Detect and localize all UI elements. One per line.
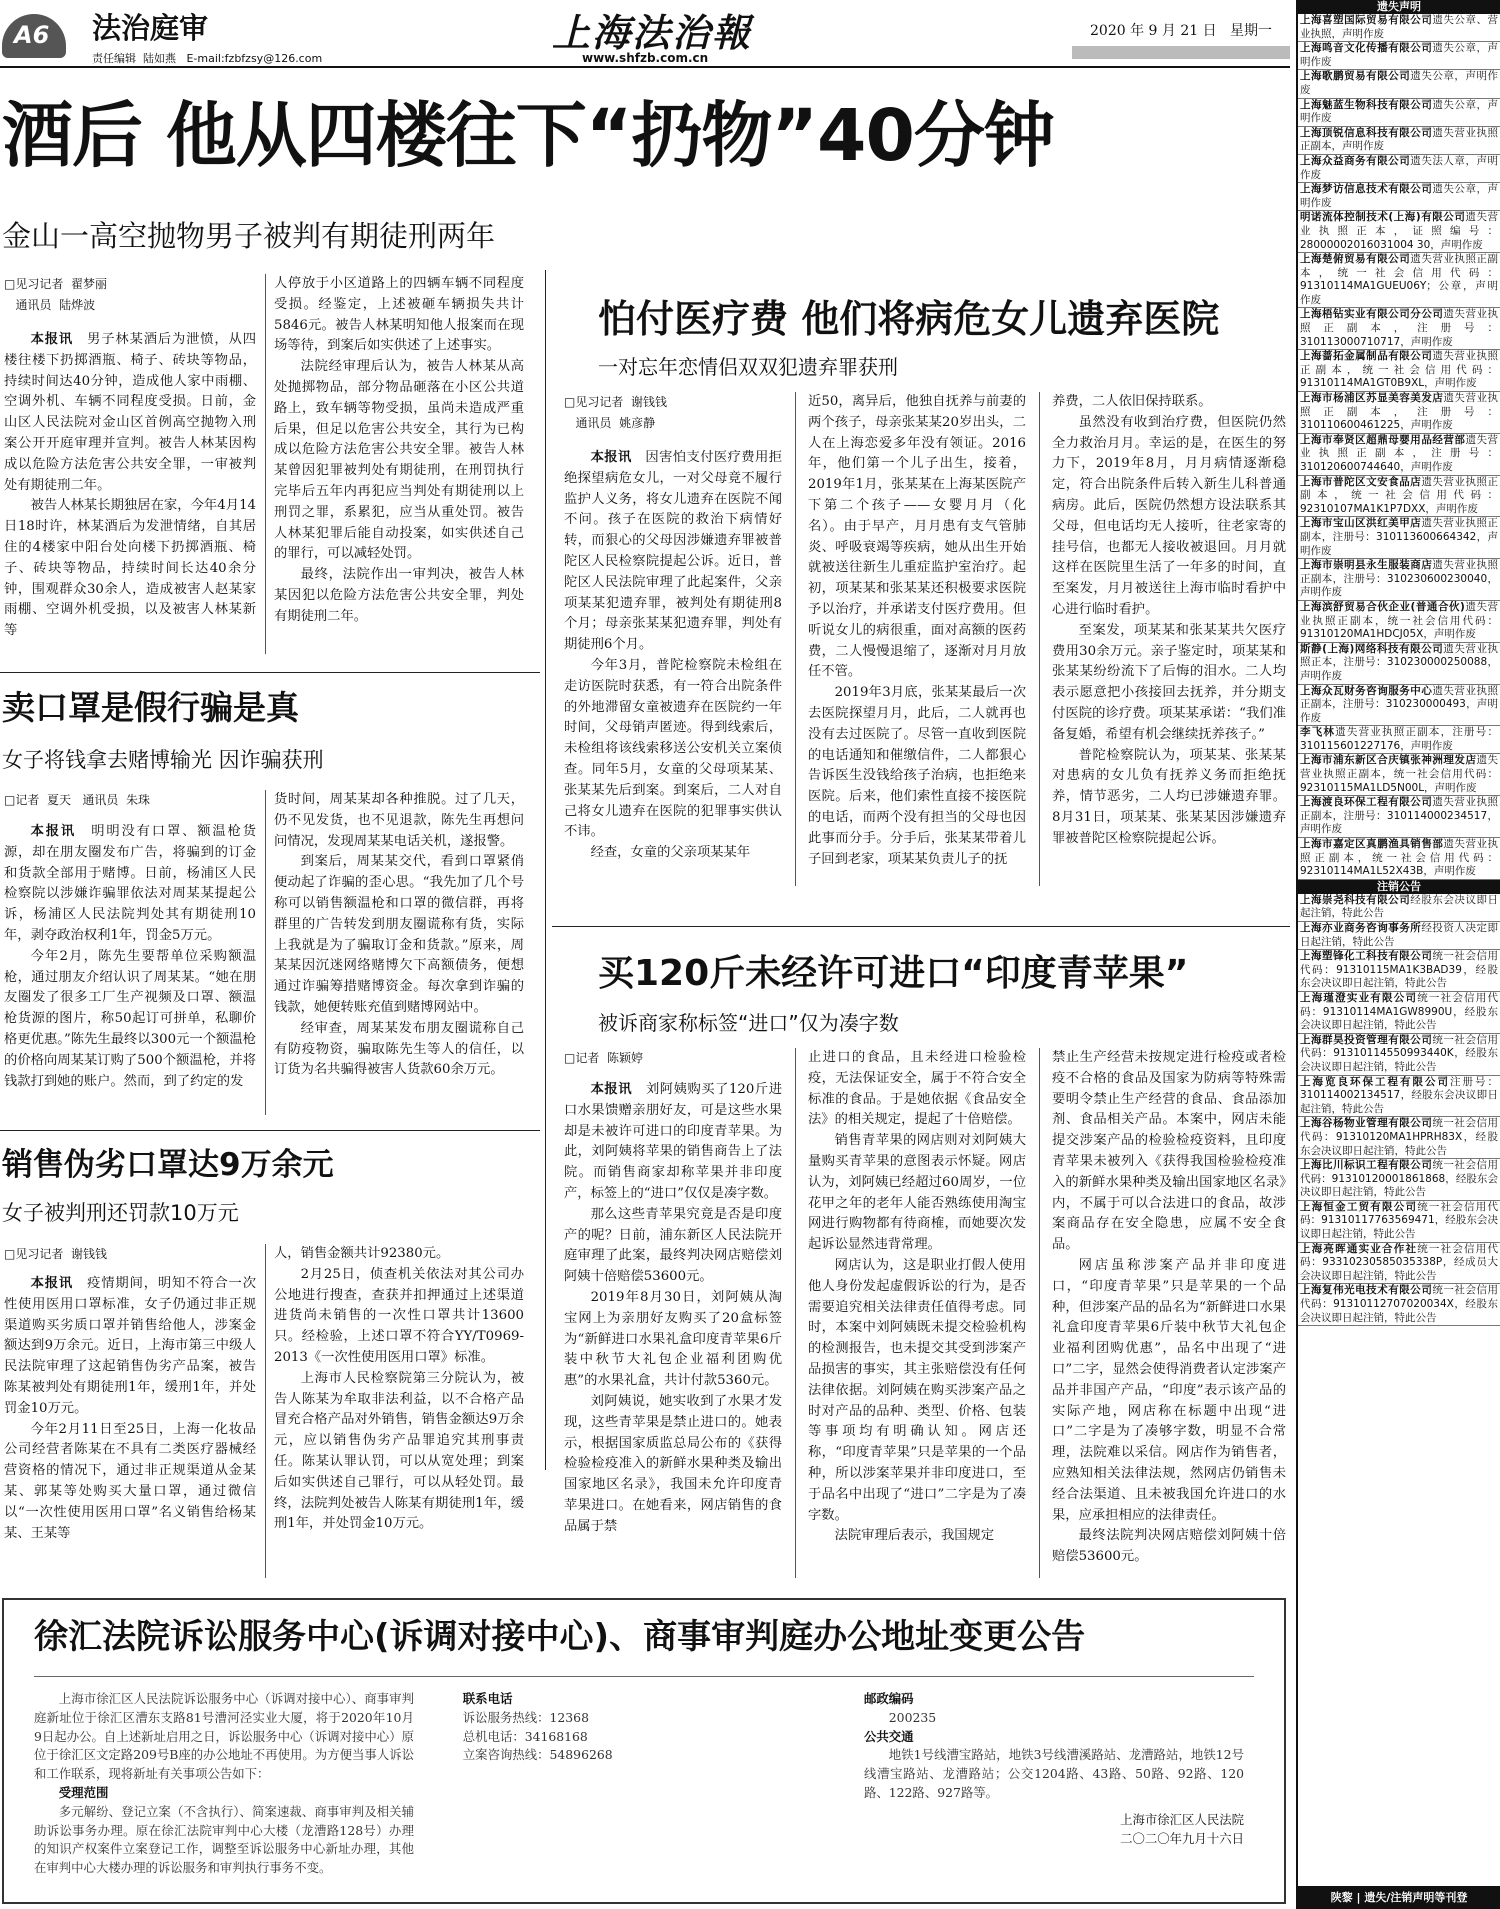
- notice-col-3: [864, 1690, 1244, 1890]
- classified-text: 统一社会信用代码：91310120001861868，经股东会决议即日起注销，特此公告: [1300, 1159, 1499, 1199]
- lead-col-1: [4, 330, 256, 655]
- apples-col-3: [1052, 1048, 1286, 1578]
- paragraph: 上海市人民检察院第三分院认为，被告人陈某为牟取非法利益，以不合格产品冒充合格产品对外销售，销售金额达9万余元，应以销售伪劣产品罪追究其刑事责任。陈某认罪认罚，可以从宽处理；到案后如实供述自己罪行，可以从轻处罚。最终，法院判处被告人陈某有期徒刑1年，缓刑1年，并处罚金10万元。: [274, 1370, 524, 1532]
- paragraph: 到案后，周某某交代，看到口罩紧俏便动起了诈骗的歪心思。“我先加了几个号称可以销售额温枪和口罩的微信群，再将群里的广告转发到朋友圈谎称有货，实际上我就是为了骗取订金和货款。”原来，周某某因沉迷网络赌博欠下高额债务，便想通过诈骗筹措赌博资金。每次拿到诈骗的钱款，她便转账充值到赌博网站中。: [274, 854, 524, 1015]
- mask-fraud-col-2: [274, 790, 524, 1116]
- paragraph: 经审查，周某某发布朋友圈谎称自己有防疫物资，骗取陈先生等人的信任，以订货为名共骗得被害人货款60余万元。: [274, 1020, 524, 1078]
- paragraph: 人停放于小区道路上的四辆车辆不同程度受损。经鉴定，上述被砸车辆损失共计5846元。被告人林某明知他人报案而在现场等待，到案后如实供述了上述事实。: [274, 276, 524, 354]
- abandon-headline: 怕付医疗费 他们将病危女儿遗弃医院: [598, 297, 1220, 341]
- classified-text: 统一社会信用代码：91310112707020034X，经股东会决议即日起注销，特此公告: [1300, 1284, 1499, 1324]
- masthead: [0, 0, 1290, 68]
- paragraph: 2019年8月30日，刘阿姨从淘宝网上为亲朋好友购买了20盒标签为“新鲜进口水果礼盒印度青苹果6斤装中秋节大礼包企业福利团购优惠”的水果礼盒，共计付款5360元。: [564, 1289, 782, 1389]
- company-name: 上海歌鹏贸易有限公司: [1300, 70, 1411, 83]
- company-name: 上海览良环保工程有限公司: [1300, 1075, 1450, 1088]
- lead-col-divider: [265, 274, 266, 654]
- notice-body: 上海市徐汇区人民法院诉讼服务中心（诉调对接中心）、商事审判庭新址位于徐汇区漕东支路81号漕河泾实业大厦，将于2020年10月9日起办公。自上述新址启用之日，诉讼服务中心（诉调对接中心）原位于徐汇区文定路209号B座的办公地址不再使用。为方便当事人诉讼和工作联系，现将新址有关事项公告如下：: [34, 1691, 414, 1782]
- company-name: 上海滨舒贸易合伙企业(普通合伙): [1300, 600, 1465, 613]
- classified-item: [1298, 434, 1500, 476]
- company-name: 上海喜塑国际贸易有限公司: [1300, 14, 1433, 26]
- apples-col-divider-2: [1039, 1048, 1040, 1578]
- apples-headline: 买120斤未经许可进口“印度青苹果”: [598, 953, 1189, 994]
- scope-label: 受理范围: [58, 1784, 109, 1800]
- paragraph: 本报讯 刘阿姨购买了120斤进口水果馈赠亲朋好友，可是这些水果却是未被许可进口的印度青苹果。为此，刘阿姨将苹果的销售商告上了法院。而销售商家却称苹果并非印度产，标签上的“进口”仅仅是凑字数。: [564, 1082, 782, 1201]
- abandon-col-3: [1052, 392, 1286, 888]
- classified-text: 遗失营业执照正副本，统一社会信用代码：91310120MA1HDCJ05X，声明作废: [1300, 600, 1498, 641]
- apples-col-1: [564, 1080, 782, 1578]
- website[interactable]: www.shfzb.com.cn: [582, 51, 709, 65]
- company-name: 上海顶锐信息科技有限公司: [1300, 126, 1433, 139]
- company-name: 斯静(上海)网络科技有限公司: [1300, 642, 1444, 655]
- paragraph: 被告人林某长期独居在家，今年4月14日18时许，林某酒后为发泄情绪，自其居住的4楼家中阳台处向楼下扔掷酒瓶、椅子、砖块等物品，持续时间长达40余分钟，围观群众30余人，造成被害人赵某家雨棚、空调外机受损，以及被害人林某新等: [4, 498, 256, 639]
- company-name: 上海梧钻实业有限公司分公司: [1300, 308, 1444, 321]
- classified-item: [1298, 1076, 1500, 1118]
- classified-item: [1298, 517, 1500, 559]
- abandon-col-divider-2: [1039, 392, 1040, 886]
- masthead-gray-bar: [1072, 46, 1290, 59]
- company-name: 上海恒金工贸有限公司: [1300, 1200, 1418, 1213]
- apples-col-2: [808, 1048, 1026, 1578]
- court-notice: [2, 1598, 1286, 1904]
- classified-item: [1298, 726, 1500, 754]
- classified-item: [1298, 796, 1500, 838]
- classified-item: [1298, 643, 1500, 685]
- classified-item: [1298, 1159, 1500, 1201]
- classified-item: [1298, 476, 1500, 518]
- mask-fraud-byline: □记者 夏天 通讯员 朱珠: [4, 793, 151, 807]
- classified-text: 遗失营业执照正副本，注册号：310230000493，声明作废: [1300, 684, 1499, 724]
- classified-text: 遗失营业执照正副本，注册号：310110600461225，声明作废: [1300, 392, 1499, 432]
- company-name: 明诺流体控制技术(上海)有限公司: [1300, 211, 1466, 224]
- company-name: 上海楚俯贸易有限公司: [1300, 253, 1411, 266]
- paragraph: 刘阿姨说，她实收到了水果才发现，这些青苹果是禁止进口的。她表示，根据国家质监总局公布的《获得检验检疫准入的新鲜水果种类及输出国家地区名录》，我国未允许印度青苹果进口。在她看来，网店销售的食品属于禁: [564, 1393, 782, 1534]
- classified-item: [1298, 1117, 1500, 1159]
- paragraph: 销售青苹果的网店则对刘阿姨大量购买青苹果的意图表示怀疑。网店认为，刘阿姨已经超过60周岁，一位花甲之年的老年人能否熟练使用淘宝网进行购物都有待商榷，而她要次发起诉讼显然违背常理。: [808, 1133, 1026, 1253]
- paragraph: 货时间，周某某却各种推脱。过了几天，仍不见发货，也不见退款，陈先生再想问问情况，发现周某某电话关机，遂报警。: [274, 792, 524, 849]
- deregistration-list: [1298, 894, 1500, 1326]
- phone-label: 联系电话: [462, 1691, 513, 1706]
- classified-text: 统一社会信用代码：91310114MA1GW8990U，经股东会决议即日起注销，特此公告: [1300, 991, 1498, 1032]
- mask-fraud-headline: 卖口罩是假行骗是真: [2, 688, 299, 727]
- classified-item: [1298, 183, 1500, 211]
- paragraph: 法院审理后表示，我国规定: [834, 1528, 995, 1544]
- abandon-byline: □见习记者 谢钱钱 通讯员 姚彦静: [564, 395, 667, 430]
- classified-text: 统一社会信用代码：91310114550993440K，经股东会决议即日起注销，特此公告: [1300, 1033, 1499, 1073]
- lost-notice-title: 遗失声明: [1298, 0, 1500, 14]
- notice-title: 徐汇法院诉讼服务中心(诉调对接中心)、商事审判庭办公地址变更公告: [34, 1617, 1086, 1657]
- phone-3: 立案咨询热线：54896268: [462, 1747, 613, 1763]
- paragraph: 止进口的食品，且未经进口检验检疫，无法保证安全，属于不符合安全标准的食品。于是她依据《食品安全法》的相关规定，提起了十倍赔偿。: [808, 1050, 1026, 1128]
- deregistration-title: 注销公告: [1298, 880, 1500, 894]
- postcode-label: 邮政编码: [864, 1691, 914, 1706]
- rule-apples: [552, 926, 1290, 927]
- classified-text: 遗失营业执照正副本，注册号：310113600664342，声明作废: [1300, 517, 1499, 557]
- rule-inferior-masks: [0, 1130, 540, 1131]
- scope-text-start: 多元解纷、登记立案（不含执行）、简案速裁、商事审判及相关辅助诉讼事务办理。原在徐汇法院审判中心大楼（龙漕路128号）办理的知识产权案件立案登记工作，调整至诉讼服务中心新址办理，其他在审判中心大楼办理的诉讼服务和审判执行事务不变。: [34, 1803, 414, 1876]
- classified-item: [1298, 1284, 1500, 1326]
- company-name: 上海市嘉定区真鹏渔具销售部: [1300, 838, 1444, 851]
- paragraph: 本报讯 因害怕支付医疗费用拒绝探望病危女儿，一对父母竟不履行监护人义务，将女儿遗弃在医院不闻不问。孩子在医院的救治下病情好转，而狠心的父母因涉嫌遗弃罪被普陀区人民检察院提起公诉。近日，普陀区人民法院审理了此起案件，父亲项某某犯遗弃罪，被判处有期徒刑8个月；母亲张某某犯遗弃罪，判处有期徒刑6个月。: [564, 450, 782, 653]
- paragraph: 近50，离异后，他独自抚养与前妻的两个孩子，母亲张某某20岁出头，二人在上海恋爱多年没有领证。2016年，他们第一个儿子出生，接着，2019年1月，张某某在上海某医院产下第二个孩子——女婴月月（化名）。由于早产，月月患有支气管肺炎、呼吸衰竭等疾病，她从出生开始就被送往新生儿重症监护室治疗。起初，项某某和张某某还积极要求医院予以治疗，并承诺支付医疗费用。但听说女儿的病很重，面对高额的医药费，二人慢慢退缩了，逐渐对月月放任不管。: [808, 394, 1026, 680]
- classified-item: [1298, 211, 1500, 253]
- notice-date: 二〇二〇年九月十六日: [1120, 1830, 1244, 1846]
- classified-text: 统一社会信用代码：91310115MA1K3BAD39，经股东会决议即日起注销，特此公告: [1300, 950, 1499, 990]
- inferior-masks-col-2: [274, 1244, 524, 1578]
- paragraph: 禁止生产经营未按规定进行检疫或者检疫不合格的食品及国家为防病等特殊需要明令禁止生产经营的食品、食品添加剂、食品相关产品。本案中，网店未能提交涉案产品的检验检疫资料，且印度青苹果未被列入《获得我国检验检疫准入的新鲜水果种类及输出国家地区名录》内，不属于可以合法进口的食品，故涉案商品存在安全隐患，应属不安全食品。: [1052, 1050, 1286, 1253]
- classified-item: [1298, 559, 1500, 601]
- company-name: 上海崇尧科技有限公司: [1300, 893, 1411, 906]
- paragraph: 养费，二人依旧保持联系。: [1052, 394, 1212, 409]
- classified-text: 遗失营业执照正本，注册号：310230000250088，声明作废: [1300, 642, 1498, 682]
- company-name: 上海复伟光电技术有限公司: [1300, 1284, 1433, 1297]
- rule-mask-fraud: [0, 672, 540, 673]
- issue-date: 2020 年 9 月 21 日 星期一: [1090, 23, 1272, 39]
- company-name: 上海比川标识工程有限公司: [1300, 1159, 1433, 1172]
- notice-col-1: [34, 1690, 414, 1890]
- classified-text: 遗失营业执照正副本，注册号：310113000710717，声明作废: [1300, 308, 1499, 348]
- classified-item: [1298, 155, 1500, 183]
- apples-subheadline: 被诉商家称标签“进口”仅为凑字数: [598, 1011, 899, 1035]
- page-number: A6: [14, 21, 50, 49]
- lead-divider-vertical: [545, 270, 546, 1470]
- inferior-masks-byline: □见习记者 谢钱钱: [4, 1247, 107, 1261]
- company-name: 上海蔷拓金属制品有限公司: [1300, 350, 1433, 363]
- lead-tag: 本报讯: [30, 332, 74, 347]
- company-name: 上海市宝山区洪红美甲店: [1300, 517, 1422, 530]
- classified-item: [1298, 685, 1500, 727]
- classified-item: [1298, 253, 1500, 308]
- notice-rule: [34, 1676, 1254, 1677]
- paragraph: 本报讯 男子林某酒后为泄愤，从四楼往楼下扔掷酒瓶、椅子、砖块等物品，持续时间达40分钟，造成他人家中雨棚、空调外机、车辆不同程度受损。日前，金山区人民法院对金山区首例高空抛物入刑案公开开庭审理并宣判。被告人林某因构成以危险方法危害公共安全罪，一审被判处有期徒刑二年。: [4, 332, 256, 493]
- paragraph: 最终，法院作出一审判决，被告人林某因犯以危险方法危害公共安全罪，判处有期徒刑二年。: [274, 567, 524, 624]
- paragraph: 2月25日，侦查机关依法对其公司办公地进行搜查，查获并扣押通过上述渠道进货尚未销售的一次性口罩共计13600只。经检验，上述口罩不符合YY/T0969-2013《一次性使用医用口罩》标准。: [274, 1266, 524, 1365]
- paragraph: 人，销售金额共计92380元。: [274, 1246, 450, 1261]
- editor-line: 责任编辑 陆如燕 E-mail:fzbfzsy@126.com: [92, 52, 323, 65]
- classified-text: 遗失营业执照正副本，统一社会信用代码：92310107MA1K1P7DXX，声明作废: [1300, 475, 1499, 515]
- lead-tag: 本报讯: [590, 1082, 633, 1097]
- paragraph: 本报讯 疫情期间，明知不符合一次性使用医用口罩标准，女子仍通过非正规渠道购买劣质口罩并销售给他人，涉案金额达到9万余元。近日，上海市第三中级人民法院审理了这起销售伪劣产品案，被告陈某被判处有期徒刑1年，缓刑1年，并处罚金10万元。: [4, 1276, 256, 1416]
- paragraph: 今年3月，普陀检察院未检组在走访医院时获悉，有一符合出院条件的外地滞留女童被遗弃在医院约一年时间，父母销声匿迹。得到线索后，未检组将该线索移送公安机关立案侦查。同年5月，女童的父母项某某、张某某先后到案。到案后，二人对自己将女儿遗弃在医院的犯罪事实供认不讳。: [564, 657, 782, 840]
- classified-text: 遗失法人章，声明作废: [1300, 154, 1499, 181]
- classified-item: [1298, 601, 1500, 643]
- mask-fraud-col-divider: [265, 790, 266, 1115]
- classified-text: 遗失营业执照正副本，统一社会信用代码：92310114MA1L52X43B，声明作废: [1300, 838, 1499, 878]
- paragraph: 2019年3月底，张某某最后一次去医院探望月月，此后，二人就再也没有去过医院了。尽管一直收到医院的电话通知和催缴信件，二人都狠心告诉医生没钱给孩子治病，也拒绝来医院。后来，他们索性直接不接医院的电话，而两个没有担当的父母也因此事而分手。分手后，张某某带着儿子回到老家，项某某负责儿子的抚: [808, 685, 1026, 867]
- classified-text: 遗失营业执照正副本，注册号：310114000234517，声明作废: [1300, 796, 1499, 836]
- classified-item: [1298, 894, 1500, 922]
- paragraph: 网店虽称涉案产品并非印度进口，“印度青苹果”只是苹果的一个品种，但涉案产品的品名为“新鲜进口水果礼盒印度青苹果6斤装中秋节大礼包企业福利团购优惠”，品名中出现了“进口”二字，显然会使得消费者认定涉案产品并非国产产品，“印度”表示该产品的实际产地，网店称在标题中出现“进口”二字是为了凑够字数，明显不合常理，法院难以采信。网店作为销售者，应熟知相关法律法规，然网店仍销售未经合法渠道、且未被我国允许进口的水果，应承担相应的法律责任。: [1052, 1257, 1286, 1523]
- company-name: 上海渡良环保工程有限公司: [1300, 796, 1433, 809]
- classifieds-footer: 陕黎 | 遗失/注销声明等刊登: [1298, 1886, 1500, 1909]
- classified-text: 统一社会信用代码：93310230585035338P，经成员大会决议即日起注销，特此公告: [1300, 1242, 1498, 1282]
- lead-tag: 本报讯: [30, 824, 77, 839]
- classified-text: 遗失营业执照正副本，注册号：310115601227176，声明作废: [1300, 726, 1498, 752]
- abandon-col-divider-1: [795, 392, 796, 886]
- classified-item: [1298, 992, 1500, 1034]
- lead-headline: 酒后 他从四楼往下“扔物”40分钟: [2, 94, 1054, 177]
- abandon-subheadline: 一对忘年恋情侣双双犯遗弃罪获刑: [598, 355, 898, 379]
- classified-text: 遗失公章，声明作废: [1300, 70, 1499, 96]
- lead-col-2: [274, 274, 524, 655]
- company-name: 上海众瓦财务咨询服务中心: [1300, 684, 1433, 697]
- company-name: 上海谷杨物业管理有限公司: [1300, 1117, 1433, 1130]
- company-name: 上海塑锋化工科技有限公司: [1300, 950, 1433, 963]
- classified-item: [1298, 1201, 1500, 1243]
- paragraph: 法院经审理后认为，被告人林某从高处抛掷物品，部分物品砸落在小区公共道路上，致车辆等物受损，虽尚未造成严重后果，但足以危害公共安全，其行为已构成以危险方法危害公共安全罪。被告人林某曾因犯罪被判处有期徒刑，在刑罚执行完毕后五年内再犯应当判处有期徒刑以上刑罚之罪，系累犯，应当从重处罚。被告人林某犯罪后能自动投案，如实供述自己的罪行，可以减轻处罚。: [274, 359, 524, 562]
- phone-2: 总机电话：34168168: [462, 1728, 588, 1744]
- company-name: 李飞林: [1300, 726, 1336, 739]
- apples-byline: □记者 陈颖婷: [564, 1051, 643, 1065]
- company-name: 上海亮晖通实业合作社: [1300, 1242, 1418, 1255]
- paragraph: 经查，女童的父亲项某某年: [590, 845, 751, 861]
- classified-text: 遗失营业执照正副本，统一社会信用代码：91310114MA1GUEU06Y；公章，声明作废: [1300, 253, 1499, 306]
- paragraph: 今年2月，陈先生要帮单位采购额温枪，通过朋友介绍认识了周某某。“她在朋友圈发了很多工厂生产视频及口罩、额温枪货源的图片，称50起订可拼单，私聊价格更优惠。”陈先生最终以300元一个额温枪的价格向周某某订购了500个额温枪，并将钱款打到她的账户。然而，到了约定的发: [4, 948, 256, 1089]
- inferior-masks-subheadline: 女子被判刑还罚款10万元: [2, 1201, 239, 1225]
- masthead-rule: [0, 66, 1290, 68]
- page-number-badge: [2, 14, 66, 58]
- classified-item: [1298, 308, 1500, 350]
- abandon-col-1: [564, 448, 782, 888]
- company-name: 上海市奉贤区超鼎母婴用品经营部: [1300, 433, 1466, 446]
- company-name: 上海众益商务有限公司: [1300, 154, 1411, 167]
- inferior-masks-col-1: [4, 1274, 256, 1578]
- classified-text: 经投资人决定即日起注销，特此公告: [1300, 922, 1499, 948]
- paragraph: 虽然没有收到治疗费，但医院仍然全力救治月月。幸运的是，在医生的努力下，2019年8月，月月病情逐渐稳定，符合出院条件后转入新生儿科普通病房。此后，医院仍然想方设法联系其父母，但电话均无人接听，往老家寄的挂号信，也都无人接收被退回。月月就这样在医院里生活了一年多的时间，直至案发，月月被送往上海市临时看护中心进行临时看护。: [1052, 414, 1286, 617]
- classified-item: [1298, 99, 1500, 127]
- classified-text: 遗失营业执照正副本，注册号：310120600744640，声明作废: [1300, 433, 1499, 473]
- classified-item: [1298, 42, 1500, 70]
- phone-1: 诉讼服务热线：12368: [462, 1709, 589, 1725]
- abandon-col-2: [808, 392, 1026, 888]
- classified-text: 注册号：310114002134517，经股东会决议即日起注销，特此公告: [1300, 1075, 1498, 1115]
- classified-text: 经股东会决议即日起注销，特此公告: [1300, 893, 1499, 920]
- classified-text: 遗失营业执照正副本，注册号：310230600230040，声明作废: [1300, 559, 1499, 599]
- classified-text: 统一社会信用代码：91310117763569471，经股东会决议即日起注销，特此公告: [1300, 1200, 1498, 1241]
- section-title: 法治庭审: [92, 11, 209, 45]
- mask-fraud-subheadline: 女子将钱拿去赌博输光 因诈骗获刑: [2, 748, 324, 772]
- lost-notice-list: [1298, 14, 1500, 880]
- apples-col-divider-1: [795, 1048, 796, 1578]
- classified-text: 遗失营业执照正本，证照编号：28000002016031004 30，声明作废: [1300, 211, 1498, 251]
- company-name: 上海梦访信息技术有限公司: [1300, 183, 1433, 196]
- postcode: 200235: [888, 1709, 937, 1725]
- classified-text: 遗失营业执照正副本，统一社会信用代码：91310114MA1GT0B9XL，声明作废: [1300, 350, 1499, 390]
- paragraph: 最终法院判决网店赔偿刘阿姨十倍赔偿53600元。: [1052, 1528, 1286, 1565]
- notice-col-2: [438, 1690, 828, 1890]
- classified-text: 遗失营业执照正副本，统一社会信用代码：92310115MA1LD5N00L，声明作废: [1300, 754, 1499, 794]
- paragraph: 本报讯 明明没有口罩、额温枪货源，却在朋友圈发布广告，将骗到的订金和货款全部用于赌博。日前，杨浦区人民检察院以涉嫌诈骗罪依法对周某某提起公诉，杨浦区人民法院判处其有期徒刑10年，剥夺政治权利1年，罚金5万元。: [4, 824, 256, 943]
- company-name: 上海市崇明县永生服装商店: [1300, 559, 1433, 572]
- transit-text: 地铁1号线漕宝路站，地铁3号线漕溪路站、龙漕路站，地铁12号线漕宝路站、龙漕路站；公交1204路、43路、50路、92路、120路、122路、927路等。: [864, 1747, 1244, 1800]
- lead-subheadline: 金山一高空抛物男子被判有期徒刑两年: [2, 219, 496, 253]
- lead-byline: □见习记者 翟梦丽 通讯员 陆烨波: [4, 277, 107, 312]
- inferior-masks-col-divider: [265, 1244, 266, 1578]
- company-name: 上海市浦东新区合庆镇张神洲理发店: [1300, 754, 1477, 767]
- classified-item: [1298, 127, 1500, 155]
- paragraph: 网店认为，这是职业打假人使用他人身份发起虚假诉讼的行为，是否需要追究相关法律责任值得考虑。同时，本案中刘阿姨既未提交检验机构的检测报告，也未提交其受到涉案产品损害的事实，其主张赔偿没有任何法律依据。刘阿姨在购买涉案产品之时对产品的品种、类型、价格、包装等事项均有明确认知。网店还称，“印度青苹果”只是苹果的一个品种，所以涉案苹果并非印度进口，至于品名中出现了“进口”二字是为了凑字数。: [808, 1257, 1026, 1523]
- classified-text: 遗失营业执照正副本，声明作废: [1300, 126, 1499, 153]
- classified-item: [1298, 392, 1500, 434]
- classified-item: [1298, 838, 1500, 880]
- lead-tag: 本报讯: [30, 1276, 74, 1291]
- classified-item: [1298, 922, 1500, 950]
- paragraph: 今年2月11日至25日，上海一化妆品公司经营者陈某在不具有二类医疗器械经营资格的情况下，通过非正规渠道从金某某、郭某等处购买大量口罩，通过微信以“一次性使用医用口罩”名义销售给杨某某、王某等: [4, 1421, 256, 1541]
- classifieds-column: [1296, 0, 1500, 1909]
- company-name: 上海魅蓝生物科技有限公司: [1300, 98, 1433, 111]
- classified-item: [1298, 70, 1500, 98]
- company-name: 上海群昊投资管理有限公司: [1300, 1033, 1433, 1046]
- company-name: 上海市普陀区文安食品店: [1300, 475, 1422, 488]
- company-name: 上海市杨浦区苏显美容美发店: [1300, 392, 1444, 405]
- mask-fraud-col-1: [4, 822, 256, 1116]
- company-name: 上海亦业商务咨询事务所: [1300, 922, 1422, 934]
- classified-item: [1298, 350, 1500, 392]
- lead-tag: 本报讯: [590, 450, 632, 465]
- company-name: 上海鸣音文化传播有限公司: [1300, 42, 1433, 55]
- classified-text: 遗失公章、营业执照，声明作废: [1300, 14, 1499, 40]
- classified-item: [1298, 14, 1500, 42]
- classified-item: [1298, 950, 1500, 992]
- company-name: 上海瑾澄实业有限公司: [1300, 991, 1418, 1004]
- classified-item: [1298, 1034, 1500, 1076]
- paragraph: 至案发，项某某和张某某共欠医疗费用30余万元。亲子鉴定时，项某某和张某某纷纷流下了后悔的泪水。二人均表示愿意把小孩接回去抚养，并分期支付医院的诊疗费。项某某承诺：“我们准备复婚，希望有机会继续抚养孩子。”: [1052, 622, 1286, 742]
- paragraph: 普陀检察院认为，项某某、张某某对患病的女儿负有抚养义务而拒绝抚养，情节恶劣，二人均已涉嫌遗弃罪。8月31日，项某某、张某某因涉嫌遗弃罪被普陀区检察院提起公诉。: [1052, 747, 1286, 846]
- classified-text: 遗失公章，声明作废: [1300, 98, 1499, 125]
- classified-item: [1298, 1243, 1500, 1285]
- paragraph: 那么这些青苹果究竟是否是印度产的呢？日前，浦东新区人民法院开庭审理了此案，最终判决网店赔偿刘阿姨十倍赔偿53600元。: [564, 1206, 782, 1285]
- classified-text: 统一社会信用代码：91310120MA1HPRH83X，经股东会决议即日起注销，特此公告: [1300, 1117, 1499, 1157]
- classified-text: 遗失公章，声明作废: [1300, 183, 1499, 209]
- notice-issuer: 上海市徐汇区人民法院: [1120, 1811, 1244, 1827]
- transit-label: 公共交通: [864, 1728, 914, 1744]
- classified-text: 遗失公章，声明作废: [1300, 42, 1499, 68]
- classified-item: [1298, 754, 1500, 796]
- inferior-masks-headline: 销售伪劣口罩达9万余元: [2, 1147, 334, 1183]
- paper-name: 上海法治報: [552, 10, 753, 55]
